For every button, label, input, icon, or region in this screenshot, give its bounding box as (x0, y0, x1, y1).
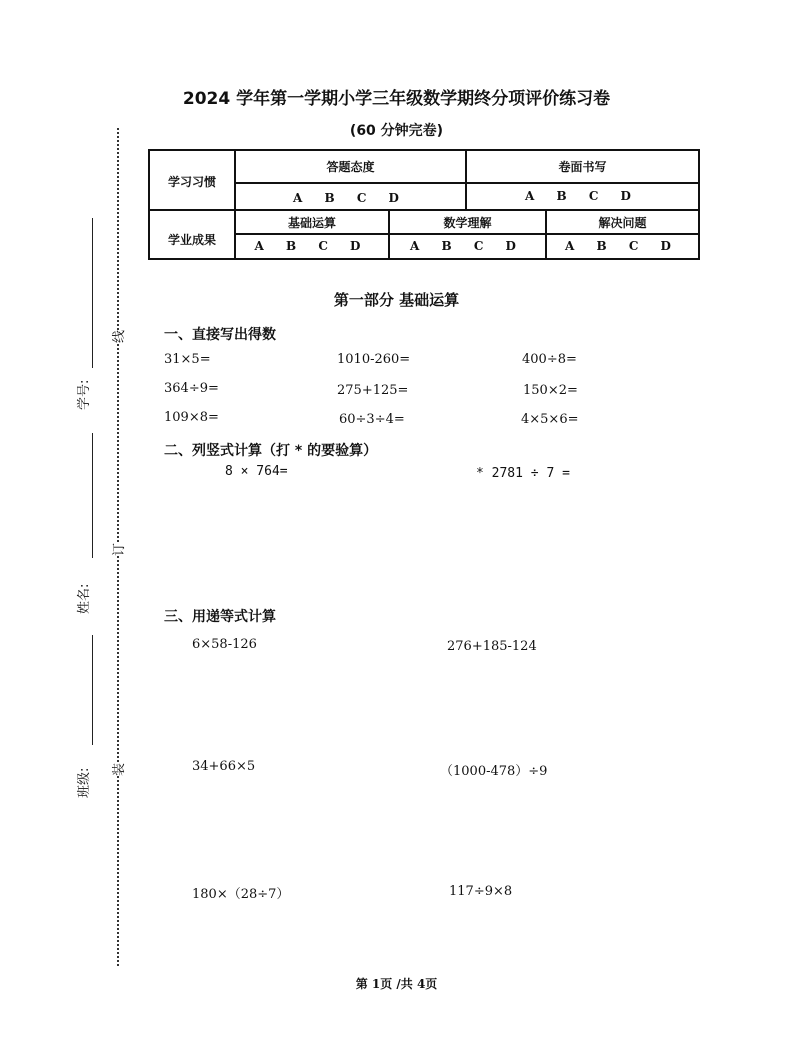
item-basic-computation: 基础运算 (287, 216, 336, 230)
class-line (92, 635, 93, 745)
name-label: 姓名: (77, 583, 92, 614)
q3-item: 117÷9×8 (449, 884, 513, 899)
page-title: 2024 学年第一学期小学三年级数学期终分项评价练习卷 (182, 89, 611, 109)
grades-answer-attitude: A B C D (293, 191, 408, 205)
page-number: 第 1页 /共 4页 (355, 977, 438, 991)
q3-item: 276+185-124 (447, 639, 537, 654)
q3-item: （1000-478）÷9 (440, 764, 548, 779)
item-math-understanding: 数学理解 (443, 216, 492, 230)
row-label-study-habits: 学习习惯 (167, 175, 216, 189)
question-3-heading: 三、用递等式计算 (164, 609, 276, 625)
name-line (92, 433, 93, 558)
q1-item: 60÷3÷4= (339, 412, 405, 427)
grades-handwriting: A B C D (525, 189, 640, 203)
student-id-line (92, 218, 93, 368)
evaluation-table (148, 149, 700, 260)
binding-mark-bind: 订 (108, 543, 127, 556)
question-1-heading: 一、直接写出得数 (164, 327, 276, 343)
q1-item: 1010-260= (337, 352, 411, 367)
q1-item: 150×2= (523, 383, 578, 398)
item-problem-solving: 解决问题 (598, 216, 647, 230)
q1-item: 4×5×6= (521, 412, 579, 427)
q2-item: 8 × 764= (225, 464, 288, 479)
q2-item: * 2781 ÷ 7 = (476, 466, 570, 481)
binding-mark-staple: 装 (108, 763, 127, 776)
binding-mark-line: 线 (108, 330, 127, 343)
q3-item: 180×（28÷7） (192, 887, 290, 902)
item-answer-attitude: 答题态度 (326, 160, 375, 174)
question-2-heading: 二、列竖式计算（打 * 的要验算） (164, 443, 378, 459)
q1-item: 364÷9= (164, 381, 219, 396)
grades-problem-solving: A B C D (565, 239, 680, 253)
q1-item: 109×8= (164, 410, 219, 425)
student-id-label: 学号: (77, 379, 92, 410)
q1-item: 31×5= (164, 352, 211, 367)
q1-item: 275+125= (337, 383, 409, 398)
class-label: 班级: (77, 767, 92, 798)
q3-item: 6×58-126 (192, 637, 257, 652)
section-title: 第一部分 基础运算 (333, 291, 460, 309)
q1-item: 400÷8= (522, 352, 577, 367)
page-subtitle: (60 分钟完卷) (349, 123, 444, 139)
item-handwriting: 卷面书写 (558, 160, 607, 174)
grades-basic-computation: A B C D (254, 239, 370, 253)
grades-math-understanding: A B C D (410, 239, 525, 253)
row-label-academic-results: 学业成果 (167, 233, 216, 247)
q3-item: 34+66×5 (192, 759, 256, 774)
